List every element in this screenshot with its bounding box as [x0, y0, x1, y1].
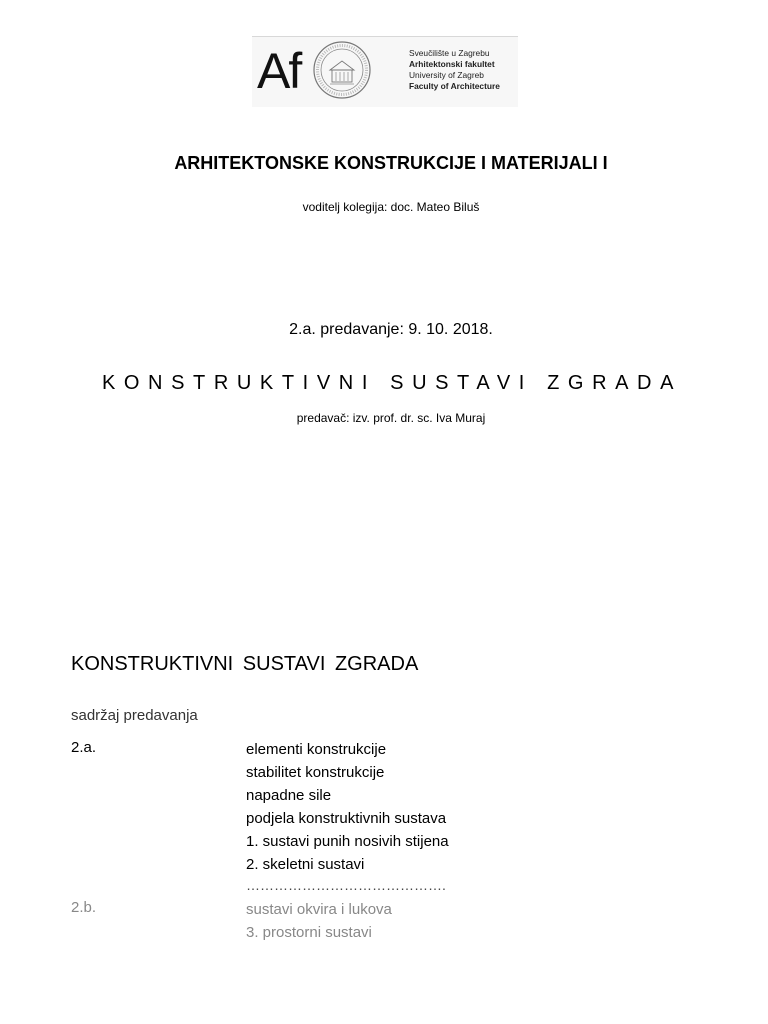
- list-item: podjela konstruktivnih sustava: [246, 810, 447, 827]
- list-item: napadne sile: [246, 787, 332, 804]
- group-items-2a: [246, 738, 449, 876]
- group-items-2b: [246, 898, 392, 944]
- university-name-hr: Sveučilište u Zagrebu: [409, 48, 490, 58]
- dotted-separator: …………………………………….: [246, 877, 446, 893]
- contents-label: sadržaj predavanja: [71, 707, 198, 724]
- university-name-en: University of Zagreb: [409, 70, 484, 80]
- lecture-title: KONSTRUKTIVNI SUSTAVI ZGRADA: [101, 372, 683, 394]
- lecture-date: 2.a. predavanje: 9. 10. 2018.: [289, 321, 493, 338]
- group-label-2b: 2.b.: [71, 899, 97, 916]
- course-lead: voditelj kolegija: doc. Mateo Biluš: [302, 200, 480, 214]
- faculty-logo-header: [252, 36, 518, 107]
- lecturer: predavač: izv. prof. dr. sc. Iva Muraj: [296, 411, 486, 425]
- list-item: sustavi okvira i lukova: [246, 901, 392, 918]
- university-seal-icon: [312, 40, 372, 100]
- list-item: 1. sustavi punih nosivih stijena: [246, 833, 449, 850]
- list-item: 2. skeletni sustavi: [246, 856, 365, 873]
- list-item: elementi konstrukcije: [246, 741, 387, 758]
- group-label-2a: 2.a.: [71, 739, 97, 756]
- list-item: stabilitet konstrukcije: [246, 764, 385, 781]
- faculty-name-hr: Arhitektonski fakultet: [409, 59, 495, 69]
- list-item: 3. prostorni sustavi: [246, 924, 372, 941]
- section-title: KONSTRUKTIVNI SUSTAVI ZGRADA: [71, 653, 419, 675]
- course-title: ARHITEKTONSKE KONSTRUKCIJE I MATERIJALI I: [174, 153, 608, 173]
- faculty-logo-mark: Af: [257, 43, 301, 99]
- faculty-name-block: [409, 48, 500, 92]
- faculty-name-en: Faculty of Architecture: [409, 81, 500, 91]
